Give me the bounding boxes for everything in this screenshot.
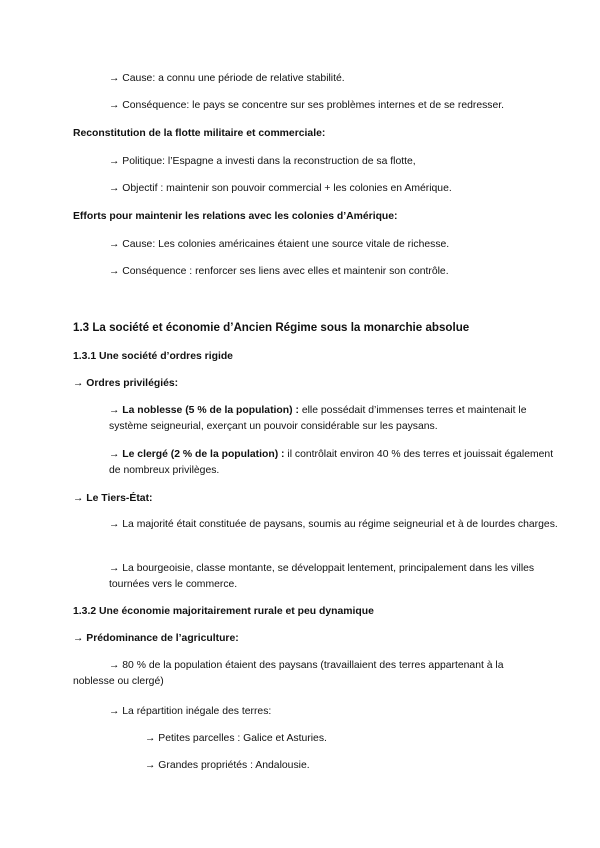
objectif-line: → Objectif : maintenir son pouvoir commercial + les colonies en Amérique. bbox=[109, 183, 452, 194]
clerge-label: → Le clergé (2 % de la population) : bbox=[109, 449, 285, 460]
noblesse-paragraph bbox=[109, 403, 564, 435]
repartition-line: → La répartition inégale des terres: bbox=[109, 706, 272, 717]
clerge-text: il contrôlait environ 40 % des terres et jouissait également de nombreux privilèges. bbox=[109, 449, 554, 476]
noblesse-text: elle possédait d’immenses terres et maintenait le système seigneurial, exerçant un pouvoir considérable sur les paysans. bbox=[109, 405, 527, 432]
ordres-privilegies-label: → Ordres privilégiés: bbox=[73, 378, 179, 389]
section-1-3-2-title: 1.3.2 Une économie majoritairement rurale et peu dynamique bbox=[73, 606, 374, 617]
tiers-bourgeoisie-paragraph: → La bourgeoisie, classe montante, se développait lentement, principalement dans les villes tournées vers le commerce. bbox=[109, 563, 535, 590]
cause-stability-line: → Cause: a connu une période de relative stabilité. bbox=[109, 73, 345, 84]
grandes-proprietes-line: → Grandes propriétés : Andalousie. bbox=[145, 760, 310, 771]
politique-line: → Politique: l’Espagne a investi dans la reconstruction de sa flotte, bbox=[109, 156, 416, 167]
tiers-paysans-paragraph: → La majorité était constituée de paysans, soumis au régime seigneurial et à de lourdes charges. bbox=[109, 519, 558, 530]
agriculture-label: → Prédominance de l’agriculture: bbox=[73, 633, 239, 644]
clerge-paragraph bbox=[109, 447, 564, 479]
section-1-3-1-title: 1.3.1 Une société d’ordres rigide bbox=[73, 351, 233, 362]
colonies-heading: Efforts pour maintenir les relations avec les colonies d’Amérique: bbox=[73, 211, 398, 222]
tiers-etat-label: → Le Tiers-État: bbox=[73, 493, 153, 504]
fleet-heading: Reconstitution de la flotte militaire et commerciale: bbox=[73, 128, 326, 139]
cause-colonies-line: → Cause: Les colonies américaines étaient une source vitale de richesse. bbox=[109, 239, 450, 250]
petites-parcelles-line: → Petites parcelles : Galice et Asturies. bbox=[145, 733, 327, 744]
consequence-colonies-line: → Conséquence : renforcer ses liens avec elles et maintenir son contrôle. bbox=[109, 266, 449, 277]
paysans-paragraph: → 80 % de la population étaient des paysans (travaillaient des terres appartenant à la noblesse ou clergé) bbox=[73, 660, 504, 687]
noblesse-label: → La noblesse (5 % de la population) : bbox=[109, 405, 299, 416]
consequence-internal-line: → Conséquence: le pays se concentre sur ses problèmes internes et de se redresser. bbox=[109, 100, 505, 111]
section-1-3-title: 1.3 La société et économie d’Ancien Régime sous la monarchie absolue bbox=[73, 321, 470, 334]
